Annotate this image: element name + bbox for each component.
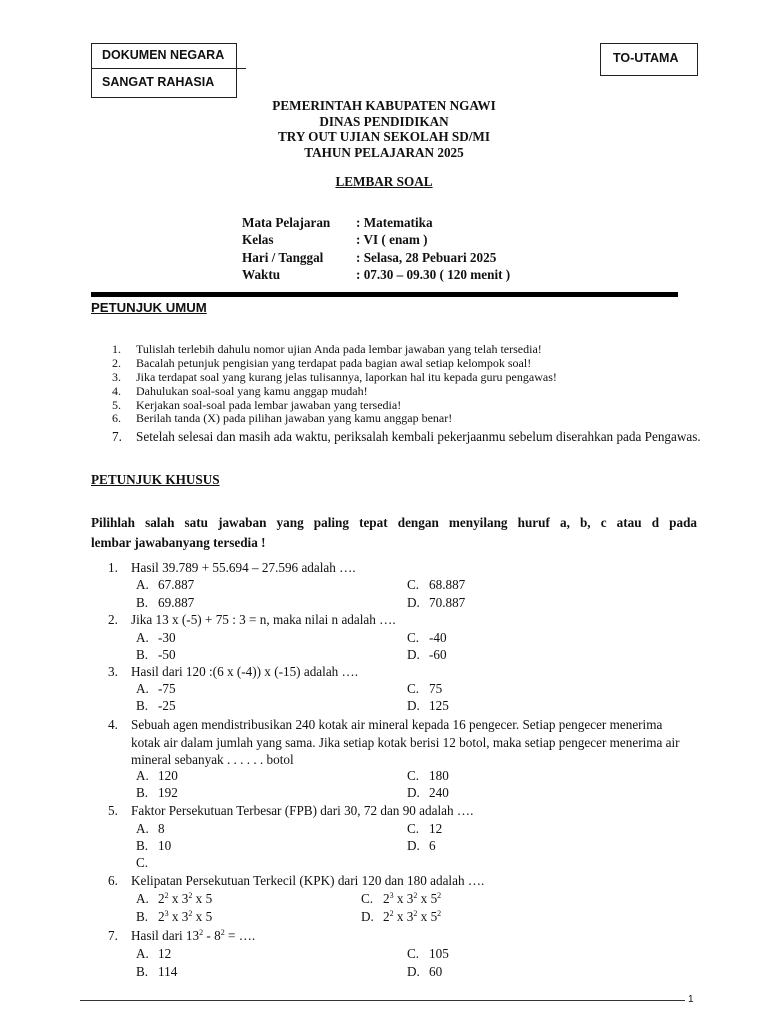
general-item-2: 2. Bacalah petunjuk pengisian yang terdapat pada bagian awal setiap kelompok soal! (112, 356, 532, 370)
question-3-option-b[interactable]: B. -25 (136, 698, 176, 713)
title-line-4: TAHUN PELAJARAN 2025 (304, 144, 464, 160)
general-item-4: 4. Dahulukan soal-soal yang kamu anggap mudah! (112, 384, 368, 398)
question-4-option-c[interactable]: C. 180 (407, 768, 449, 783)
info-subject-value: : Matematika (356, 215, 433, 230)
classification-top: DOKUMEN NEGARA (102, 48, 225, 62)
footer-rule (80, 1000, 685, 1001)
special-instruction-line-1: Pilihlah salah satu jawaban yang paling tepat dengan menyilang huruf a, b, c atau d pada (91, 515, 697, 530)
question-4-option-d[interactable]: D. 240 (407, 785, 449, 800)
question-3-option-a[interactable]: A. -75 (136, 681, 176, 696)
question-1-option-b[interactable]: B. 69.887 (136, 595, 195, 610)
question-4-option-b[interactable]: B. 192 (136, 785, 178, 800)
general-item-6: 6. Berilah tanda (X) pada pilihan jawaban yang kamu anggap benar! (112, 411, 453, 425)
question-3-option-c[interactable]: C. 75 (407, 681, 443, 696)
question-6-option-c[interactable]: C. $2^3$ x $3^2$ x $5^2$ (361, 891, 442, 906)
question-2-option-c[interactable]: C. -40 (407, 630, 447, 645)
question-6-option-a[interactable]: A. $2^2$ x $3^2$ x 5 (136, 891, 213, 906)
question-1-option-c[interactable]: C. 68.887 (407, 577, 466, 592)
question-5-option-c[interactable]: C. 12 (407, 821, 443, 836)
question-4-option-a[interactable]: A. 120 (136, 768, 178, 783)
classification-box (91, 43, 237, 98)
question-6-option-b[interactable]: B. $2^3$ x $3^2$ x 5 (136, 909, 213, 924)
title-line-1: PEMERINTAH KABUPATEN NGAWI (272, 98, 496, 113)
general-item-1: 1. Tulislah terlebih dahulu nomor ujian Anda pada lembar jawaban yang telah tersedia! (112, 342, 542, 356)
question-5-option-a[interactable]: A. 8 (136, 821, 165, 836)
info-time-label: Waktu (242, 267, 281, 282)
question-1-option-d[interactable]: D. 70.887 (407, 595, 466, 610)
sheet-title: LEMBAR SOAL (335, 174, 433, 189)
code-box (600, 43, 698, 76)
general-instructions-heading: PETUNJUK UMUM (91, 300, 207, 315)
general-item-5: 5. Kerjakan soal-soal pada lembar jawaban yang tersedia! (112, 398, 402, 412)
info-date-label: Hari / Tanggal (242, 250, 324, 265)
special-instructions-heading: PETUNJUK KHUSUS (91, 472, 220, 487)
info-class-value: : VI ( enam ) (356, 232, 428, 247)
question-6-option-d[interactable]: D. $2^2$ x $3^2$ x $5^2$ (361, 909, 442, 924)
header-divider (91, 292, 678, 297)
info-date-value: : Selasa, 28 Pebuari 2025 (356, 250, 497, 265)
question-7-option-b[interactable]: B. 114 (136, 964, 178, 979)
question-3-option-d[interactable]: D. 125 (407, 698, 449, 713)
question-2-option-b[interactable]: B. -50 (136, 647, 176, 662)
question-7-option-c[interactable]: C. 105 (407, 946, 449, 961)
question-7-option-d[interactable]: D. 60 (407, 964, 443, 979)
classification-bottom: SANGAT RAHASIA (102, 75, 215, 89)
code-box-label: TO-UTAMA (613, 51, 679, 65)
info-subject-label: Mata Pelajaran (242, 215, 331, 230)
info-class-label: Kelas (242, 232, 274, 247)
question-5-option-extra[interactable]: C. (136, 855, 149, 870)
title-line-3: TRY OUT UJIAN SEKOLAH SD/MI (277, 129, 491, 144)
question-2-option-a[interactable]: A. -30 (136, 630, 176, 645)
title-line-2: DINAS PENDIDIKAN (319, 113, 449, 129)
page-number: 1 (688, 994, 694, 1005)
question-2-option-d[interactable]: D. -60 (407, 647, 447, 662)
special-instruction-line-2: lembar jawabanyang tersedia ! (91, 535, 266, 550)
question-5-option-b[interactable]: B. 10 (136, 838, 172, 853)
question-1-option-a[interactable]: A. 67.887 (136, 577, 195, 592)
question-7-option-a[interactable]: A. 12 (136, 946, 172, 961)
question-5-option-d[interactable]: D. 6 (407, 838, 436, 853)
special-instruction-text (91, 513, 697, 553)
document-title-block (0, 98, 768, 160)
info-time-value: : 07.30 – 09.30 ( 120 menit ) (356, 267, 511, 282)
general-item-3: 3. Jika terdapat soal yang kurang jelas tulisannya, laporkan hal itu kepada guru pengawas! (112, 370, 557, 384)
